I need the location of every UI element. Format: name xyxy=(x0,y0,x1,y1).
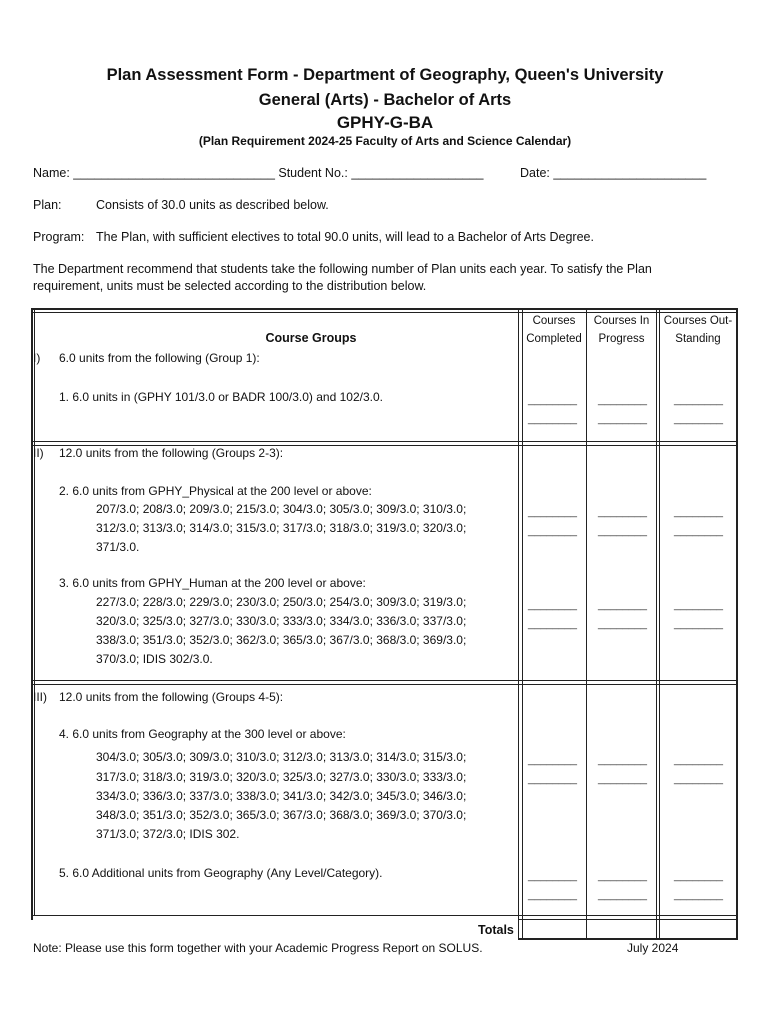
section-roman-2: II) xyxy=(33,446,44,460)
entry-blank-item1-line1-col1[interactable]: ________ xyxy=(528,394,577,406)
date-field[interactable]: Date: ______________________ xyxy=(520,166,707,180)
plan-code: GPHY-G-BA xyxy=(336,113,434,132)
entry-blank-item5-line1-col2[interactable]: ________ xyxy=(598,870,647,882)
totals-row-top xyxy=(518,919,738,920)
item-3-courses-line2: 320/3.0; 325/3.0; 327/3.0; 330/3.0; 333/3.0; 334/3.0; 336/3.0; 337/3.0; xyxy=(96,614,467,628)
section-divider-1 xyxy=(31,441,738,442)
item-5: 5. 6.0 Additional units from Geography (Any Level/Category). xyxy=(59,866,383,880)
item-3-heading: 3. 6.0 units from GPHY_Human at the 200 level or above: xyxy=(59,576,366,590)
courses-completed-header xyxy=(522,312,586,348)
col-divider-completed xyxy=(518,308,519,940)
item-2-courses-line1: 207/3.0; 208/3.0; 209/3.0; 215/3.0; 304/3.0; 305/3.0; 309/3.0; 310/3.0; xyxy=(96,502,467,516)
table-body-bottom xyxy=(31,915,738,916)
entry-blank-item4-line2-col3[interactable]: ________ xyxy=(674,773,723,785)
entry-blank-item1-line2-col3[interactable]: ________ xyxy=(674,413,723,425)
section-3-heading: 12.0 units from the following (Groups 4-5): xyxy=(59,690,284,704)
item-4-courses-line5: 371/3.0; 372/3.0; IDIS 302. xyxy=(96,827,240,841)
entry-blank-item2-line1-col2[interactable]: ________ xyxy=(598,506,647,518)
item-4-courses-line2: 317/3.0; 318/3.0; 319/3.0; 320/3.0; 325/3.0; 327/3.0; 330/3.0; 333/3.0; xyxy=(96,770,467,784)
entry-blank-item5-line2-col1[interactable]: ________ xyxy=(528,889,577,901)
section-1-heading: 6.0 units from the following (Group 1): xyxy=(59,351,260,365)
col-divider-progress xyxy=(586,308,587,940)
entry-blank-item4-line1-col3[interactable]: ________ xyxy=(674,754,723,766)
entry-blank-item2-line1-col3[interactable]: ________ xyxy=(674,506,723,518)
plan-description: Consists of 30.0 units as described below. xyxy=(96,198,329,212)
entry-blank-item3-line2-col3[interactable]: ________ xyxy=(674,618,723,630)
col-divider-outstanding xyxy=(656,308,657,940)
item-4-courses-line3: 334/3.0; 336/3.0; 337/3.0; 338/3.0; 341/3.0; 342/3.0; 345/3.0; 346/3.0; xyxy=(96,789,467,803)
totals-label: Totals xyxy=(478,923,514,937)
table-left-inner-border xyxy=(34,308,35,916)
section-divider-2 xyxy=(31,680,738,681)
col1-header-line1: Courses xyxy=(532,315,576,327)
name-student-field[interactable]: Name: _____________________________ Student No.: ___________________ xyxy=(33,166,484,180)
col2-header-line1: Courses In xyxy=(593,315,650,327)
table-right-border xyxy=(736,308,738,940)
section-divider-2b xyxy=(31,684,738,685)
section-roman-1: I) xyxy=(33,351,41,365)
entry-blank-item4-line2-col1[interactable]: ________ xyxy=(528,773,577,785)
program-description: The Plan, with sufficient electives to total 90.0 units, will lead to a Bachelor of Arts Degree. xyxy=(96,230,594,244)
form-title: Plan Assessment Form - Department of Geography, Queen's University xyxy=(106,66,664,84)
entry-blank-item4-line2-col2[interactable]: ________ xyxy=(598,773,647,785)
entry-blank-item5-line1-col3[interactable]: ________ xyxy=(674,870,723,882)
item-3-courses-line1: 227/3.0; 228/3.0; 229/3.0; 230/3.0; 250/3.0; 254/3.0; 309/3.0; 319/3.0; xyxy=(96,595,467,609)
entry-blank-item3-line1-col2[interactable]: ________ xyxy=(598,599,647,611)
table-top-border xyxy=(31,308,738,310)
program-label: Program: xyxy=(33,230,85,244)
footer-date: July 2024 xyxy=(627,941,679,955)
col1-header-line2: Completed xyxy=(526,333,582,345)
item-2-heading: 2. 6.0 units from GPHY_Physical at the 200 level or above: xyxy=(59,484,372,498)
plan-requirement-subtitle: (Plan Requirement 2024-25 Faculty of Arts and Science Calendar) xyxy=(198,134,572,148)
plan-label: Plan: xyxy=(33,198,62,212)
entry-blank-item1-line1-col3[interactable]: ________ xyxy=(674,394,723,406)
item-2-courses-line3: 371/3.0. xyxy=(96,540,140,554)
courses-outstanding-header xyxy=(659,312,737,348)
entry-blank-item2-line2-col2[interactable]: ________ xyxy=(598,525,647,537)
entry-blank-item5-line2-col3[interactable]: ________ xyxy=(674,889,723,901)
entry-blank-item2-line2-col1[interactable]: ________ xyxy=(528,525,577,537)
entry-blank-item3-line1-col1[interactable]: ________ xyxy=(528,599,577,611)
footer-note: Note: Please use this form together with your Academic Progress Report on SOLUS. xyxy=(33,941,483,955)
recommendation-text-line-2: requirement, units must be selected according to the distribution below. xyxy=(33,279,427,293)
item-3-courses-line3: 338/3.0; 351/3.0; 352/3.0; 362/3.0; 365/3.0; 367/3.0; 368/3.0; 369/3.0; xyxy=(96,633,467,647)
col-divider-completed-b xyxy=(522,308,523,940)
degree-title: General (Arts) - Bachelor of Arts xyxy=(258,91,512,109)
item-4-courses-line4: 348/3.0; 351/3.0; 352/3.0; 365/3.0; 367/3.0; 368/3.0; 369/3.0; 370/3.0; xyxy=(96,808,467,822)
col2-header-line2: Progress xyxy=(598,333,645,345)
entry-blank-item3-line1-col3[interactable]: ________ xyxy=(674,599,723,611)
entry-blank-item4-line1-col1[interactable]: ________ xyxy=(528,754,577,766)
entry-blank-item5-line2-col2[interactable]: ________ xyxy=(598,889,647,901)
entry-blank-item1-line2-col1[interactable]: ________ xyxy=(528,413,577,425)
item-4-heading: 4. 6.0 units from Geography at the 300 level or above: xyxy=(59,727,346,741)
section-2-heading: 12.0 units from the following (Groups 2-3): xyxy=(59,446,284,460)
recommendation-text-line-1: The Department recommend that students take the following number of Plan units each year. To satisfy the Plan xyxy=(33,262,652,276)
col-divider-outstanding-b xyxy=(659,308,660,940)
entry-blank-item3-line2-col1[interactable]: ________ xyxy=(528,618,577,630)
totals-row-bottom xyxy=(518,938,738,940)
item-4-courses-line1: 304/3.0; 305/3.0; 309/3.0; 310/3.0; 312/3.0; 313/3.0; 314/3.0; 315/3.0; xyxy=(96,750,467,764)
item-1: 1. 6.0 units in (GPHY 101/3.0 or BADR 100/3.0) and 102/3.0. xyxy=(59,390,383,404)
entry-blank-item4-line1-col2[interactable]: ________ xyxy=(598,754,647,766)
entry-blank-item3-line2-col2[interactable]: ________ xyxy=(598,618,647,630)
item-2-courses-line2: 312/3.0; 313/3.0; 314/3.0; 315/3.0; 317/3.0; 318/3.0; 319/3.0; 320/3.0; xyxy=(96,521,467,535)
entry-blank-item2-line1-col1[interactable]: ________ xyxy=(528,506,577,518)
item-3-courses-line4: 370/3.0; IDIS 302/3.0. xyxy=(96,652,213,666)
table-left-border xyxy=(31,308,33,920)
entry-blank-item1-line2-col2[interactable]: ________ xyxy=(598,413,647,425)
section-roman-3: III) xyxy=(33,690,47,704)
entry-blank-item2-line2-col3[interactable]: ________ xyxy=(674,525,723,537)
course-groups-header: Course Groups xyxy=(265,331,357,345)
entry-blank-item1-line1-col2[interactable]: ________ xyxy=(598,394,647,406)
courses-in-progress-header xyxy=(587,312,656,348)
col3-header-line1: Courses Out- xyxy=(663,315,733,327)
col3-header-line2: Standing xyxy=(675,333,721,345)
entry-blank-item5-line1-col1[interactable]: ________ xyxy=(528,870,577,882)
